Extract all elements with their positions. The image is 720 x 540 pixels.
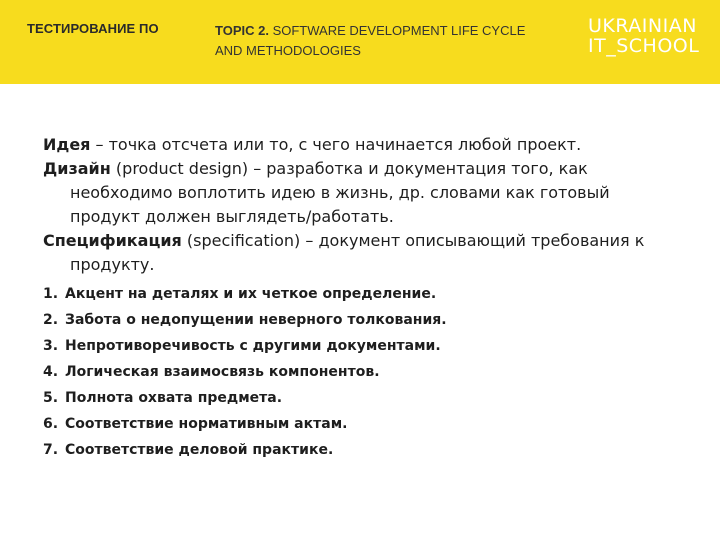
list-number: 6.	[43, 416, 59, 432]
definition-text: – точка отсчета или то, с чего начинается любой проект.	[90, 135, 582, 154]
list-item	[43, 333, 663, 359]
list-text: Забота о недопущении неверного толкования.	[65, 312, 447, 328]
logo-line-2: IT_SCHOOL	[588, 35, 700, 57]
school-logo	[588, 16, 699, 56]
list-number: 2.	[43, 312, 59, 328]
topic-title	[215, 21, 555, 61]
list-number: 1.	[43, 286, 59, 302]
logo-line-1: UKRAINIAN	[588, 15, 697, 37]
slide-body	[43, 133, 663, 463]
list-text: Логическая взаимосвязь компонентов.	[65, 364, 380, 380]
definition-specification	[43, 229, 663, 277]
topic-name: SOFTWARE DEVELOPMENT LIFE CYCLE AND METHODOLOGIES	[215, 23, 526, 58]
list-item	[43, 307, 663, 333]
list-item	[43, 359, 663, 385]
list-text: Полнота охвата предмета.	[65, 390, 283, 406]
definition-text: (product design) – разработка и документация того, как необходимо воплотить идею в жизнь, др. словами как готовый продукт должен выглядеть/работать.	[70, 159, 610, 226]
list-text: Соответствие деловой практике.	[65, 442, 334, 458]
list-item	[43, 385, 663, 411]
list-text: Непротиворечивость с другими документами.	[65, 338, 441, 354]
list-text: Соответствие нормативным актам.	[65, 416, 348, 432]
list-item	[43, 411, 663, 437]
definition-design	[43, 157, 663, 229]
list-number: 3.	[43, 338, 59, 354]
topic-number: TOPIC 2.	[215, 23, 269, 38]
header-bar	[0, 0, 720, 84]
list-number: 5.	[43, 390, 59, 406]
list-number: 7.	[43, 442, 59, 458]
definition-term: Дизайн	[43, 159, 111, 178]
list-number: 4.	[43, 364, 59, 380]
definition-text: (specification) – документ описывающий требования к продукту.	[70, 231, 645, 274]
list-item	[43, 437, 663, 463]
list-item	[43, 281, 663, 307]
list-text: Акцент на деталях и их четкое определение.	[65, 286, 437, 302]
requirements-list	[43, 281, 663, 463]
definition-idea	[43, 133, 663, 157]
definition-term: Спецификация	[43, 231, 182, 250]
course-title: ТЕСТИРОВАНИЕ ПО	[27, 21, 159, 36]
definition-term: Идея	[43, 135, 91, 154]
